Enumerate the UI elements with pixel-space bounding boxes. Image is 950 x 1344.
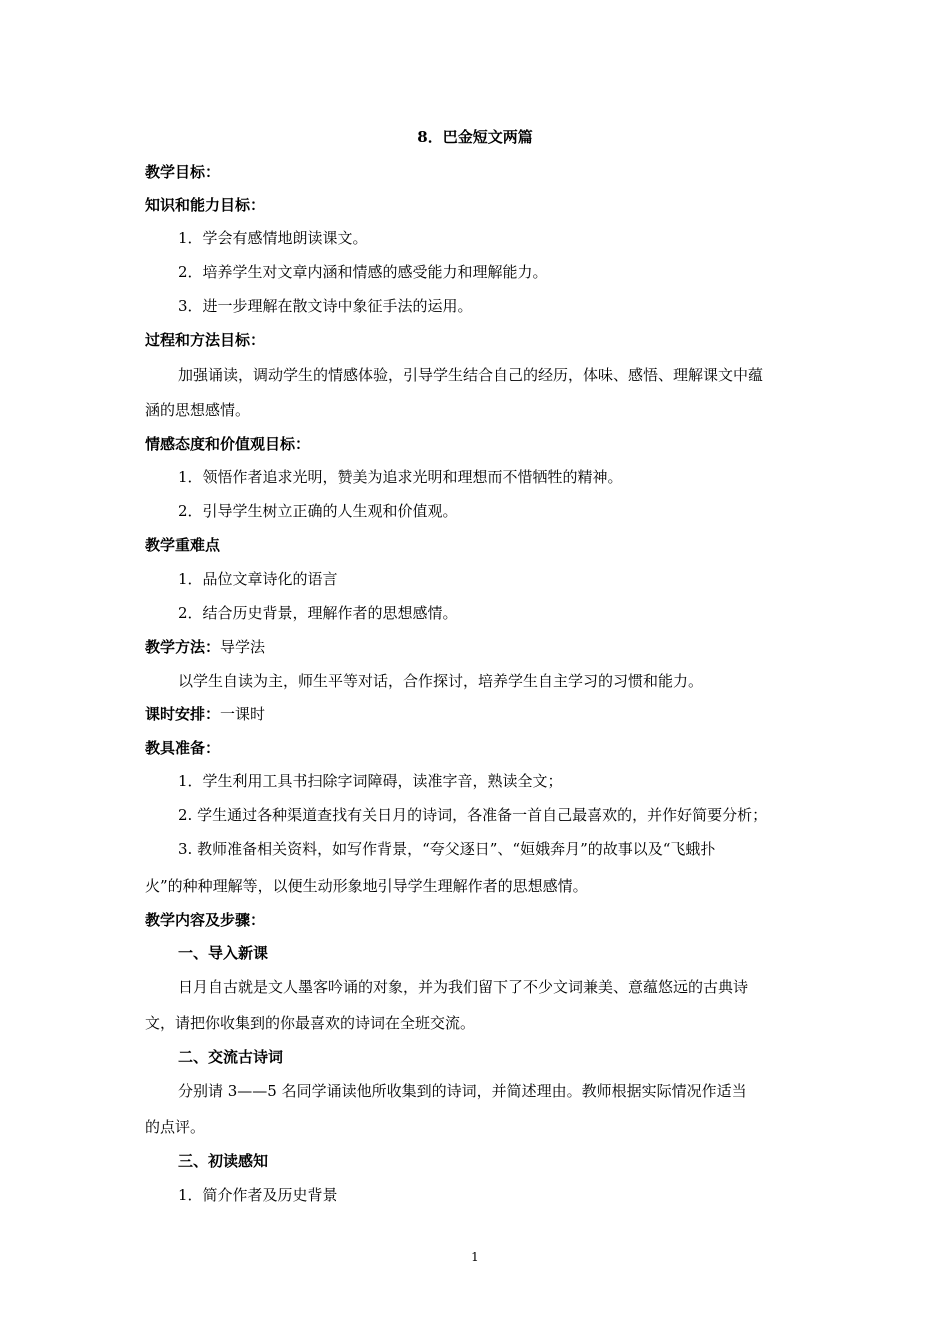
class-hours-value: 一课时 xyxy=(220,705,266,723)
teaching-method-label: 教学方法： xyxy=(145,638,221,656)
emotion-item-2: 2．引导学生树立正确的人生观和价值观。 xyxy=(178,502,458,520)
step-1-paragraph-line-1: 日月自古就是文人墨客吟诵的对象，并为我们留下了不少文词兼美、意蕴悠远的古典诗 xyxy=(178,978,749,996)
knowledge-item-3: 3．进一步理解在散文诗中象征手法的运用。 xyxy=(178,297,473,315)
step-1-paragraph-line-2: 文，请把你收集到的你最喜欢的诗词在全班交流。 xyxy=(145,1014,476,1032)
heading-process-goals: 过程和方法目标： xyxy=(145,331,266,349)
process-paragraph-line-1: 加强诵读，调动学生的情感体验，引导学生结合自己的经历，体味、感悟、理解课文中蕴 xyxy=(178,366,764,384)
class-hours-label: 课时安排： xyxy=(145,705,221,723)
step-3-item-1: 1．简介作者及历史背景 xyxy=(178,1186,338,1204)
preparation-item-3-line-1: 3. 教师准备相关资料，如写作背景，“夸父逐日”、“姮娥奔月”的故事以及“飞蛾扑 xyxy=(178,840,716,858)
teaching-method-value: 导学法 xyxy=(220,638,266,656)
heading-steps: 教学内容及步骤： xyxy=(145,911,266,929)
process-paragraph-line-2: 涵的思想感情。 xyxy=(145,401,251,419)
page-title: 8．巴金短文两篇 xyxy=(417,128,533,146)
preparation-item-2: 2. 学生通过各种渠道查找有关日月的诗词，各准备一首自己最喜欢的，并作好简要分析； xyxy=(178,806,768,824)
emotion-item-1: 1．领悟作者追求光明，赞美为追求光明和理想而不惜牺牲的精神。 xyxy=(178,468,623,486)
heading-emotion-goals: 情感态度和价值观目标： xyxy=(145,435,311,453)
knowledge-item-1: 1．学会有感情地朗读课文。 xyxy=(178,229,368,247)
preparation-item-3-line-2: 火”的种种理解等，以便生动形象地引导学生理解作者的思想感情。 xyxy=(145,877,588,895)
step-2-paragraph-line-2: 的点评。 xyxy=(145,1118,206,1136)
key-point-item-1: 1．品位文章诗化的语言 xyxy=(178,570,338,588)
step-2-heading: 二、交流古诗词 xyxy=(178,1048,284,1066)
heading-teaching-goals: 教学目标： xyxy=(145,163,221,181)
teaching-method-line xyxy=(145,637,265,657)
heading-preparation: 教具准备： xyxy=(145,739,221,757)
heading-key-points: 教学重难点 xyxy=(145,536,221,554)
knowledge-item-2: 2．培养学生对文章内涵和情感的感受能力和理解能力。 xyxy=(178,263,548,281)
step-3-heading: 三、初读感知 xyxy=(178,1152,269,1170)
page-number: 1 xyxy=(471,1250,479,1264)
preparation-item-1: 1．学生利用工具书扫除字词障碍，读准字音，熟读全文； xyxy=(178,772,563,790)
class-hours-line xyxy=(145,704,265,724)
key-point-item-2: 2．结合历史背景，理解作者的思想感情。 xyxy=(178,604,458,622)
teaching-method-description: 以学生自读为主，师生平等对话，合作探讨，培养学生自主学习的习惯和能力。 xyxy=(178,672,704,690)
heading-knowledge-goals: 知识和能力目标： xyxy=(145,196,266,214)
step-2-paragraph-line-1: 分别请 3——5 名同学诵读他所收集到的诗词，并简述理由。教师根据实际情况作适当 xyxy=(178,1082,747,1100)
step-1-heading: 一、导入新课 xyxy=(178,944,269,962)
